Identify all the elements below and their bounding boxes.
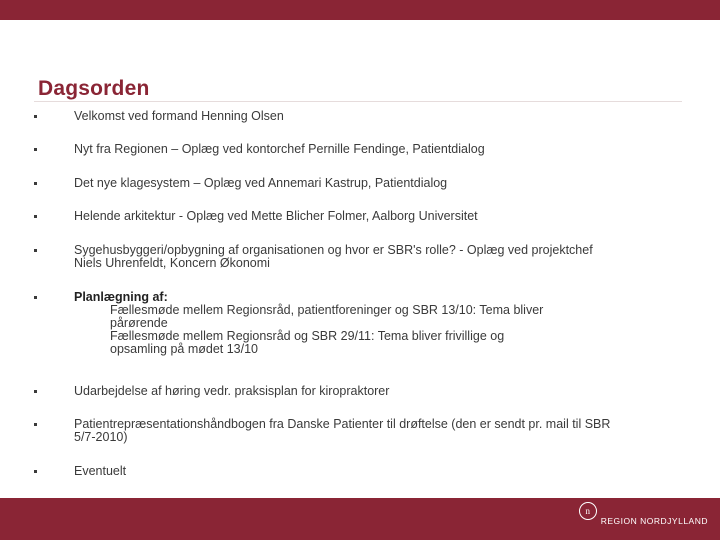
agenda-item-text: Eventuelt (74, 464, 127, 478)
title-divider (34, 101, 682, 102)
region-logo-text: REGION NORDJYLLAND (600, 516, 708, 526)
slide-title: Dagsorden (38, 77, 150, 100)
agenda-item-6 (34, 291, 684, 356)
agenda-item-text: Det nye klagesystem – Oplæg ved Annemari Kastrup, Patientdialog (74, 176, 448, 190)
agenda-item-text: Patientrepræsentationshåndbogen fra Danske Patienter til drøftelse (den er sendt pr. mail til SBR 5/7-2010) (74, 417, 611, 444)
agenda-item-1 (34, 110, 684, 123)
bullet-icon (34, 296, 37, 299)
agenda-item-heading: Planlægning af: (74, 290, 168, 304)
agenda-item-4 (34, 210, 684, 223)
bullet-icon (34, 390, 37, 393)
agenda-item-text: Helende arkitektur - Oplæg ved Mette Blicher Folmer, Aalborg Universitet (74, 209, 478, 223)
top-brand-bar (0, 0, 720, 20)
agenda-item-text: Velkomst ved formand Henning Olsen (74, 109, 284, 123)
agenda-item-text: Sygehusbyggeri/opbygning af organisationen og hvor er SBR's rolle? - Oplæg ved projektchef Niels Uhrenfeldt, Koncern Økonomi (74, 243, 593, 270)
bullet-icon (34, 423, 37, 426)
agenda-item-5 (34, 244, 684, 270)
region-logo (579, 502, 708, 530)
agenda-item-7 (34, 385, 684, 398)
bullet-icon (34, 470, 37, 473)
agenda-item-8 (34, 418, 684, 444)
region-logo-icon: n (579, 502, 597, 520)
agenda-item-9 (34, 465, 684, 478)
agenda-item-text: Udarbejdelse af høring vedr. praksisplan for kiropraktorer (74, 384, 390, 398)
agenda-item-subtext: Fællesmøde mellem Regionsråd, patientforeninger og SBR 13/10: Tema bliver pårørende Fællesmøde mellem Regionsråd og SBR 29/11: Tema bliver frivillige og opsamling på mødet 13/10 (110, 303, 544, 356)
bottom-brand-bar (0, 498, 720, 540)
agenda-item-2 (34, 143, 684, 156)
bullet-icon (34, 148, 37, 151)
bullet-icon (34, 115, 37, 118)
bullet-icon (34, 249, 37, 252)
bullet-icon (34, 182, 37, 185)
agenda-item-3 (34, 177, 684, 190)
agenda-item-text: Nyt fra Regionen – Oplæg ved kontorchef Pernille Fendinge, Patientdialog (74, 142, 485, 156)
bullet-icon (34, 215, 37, 218)
